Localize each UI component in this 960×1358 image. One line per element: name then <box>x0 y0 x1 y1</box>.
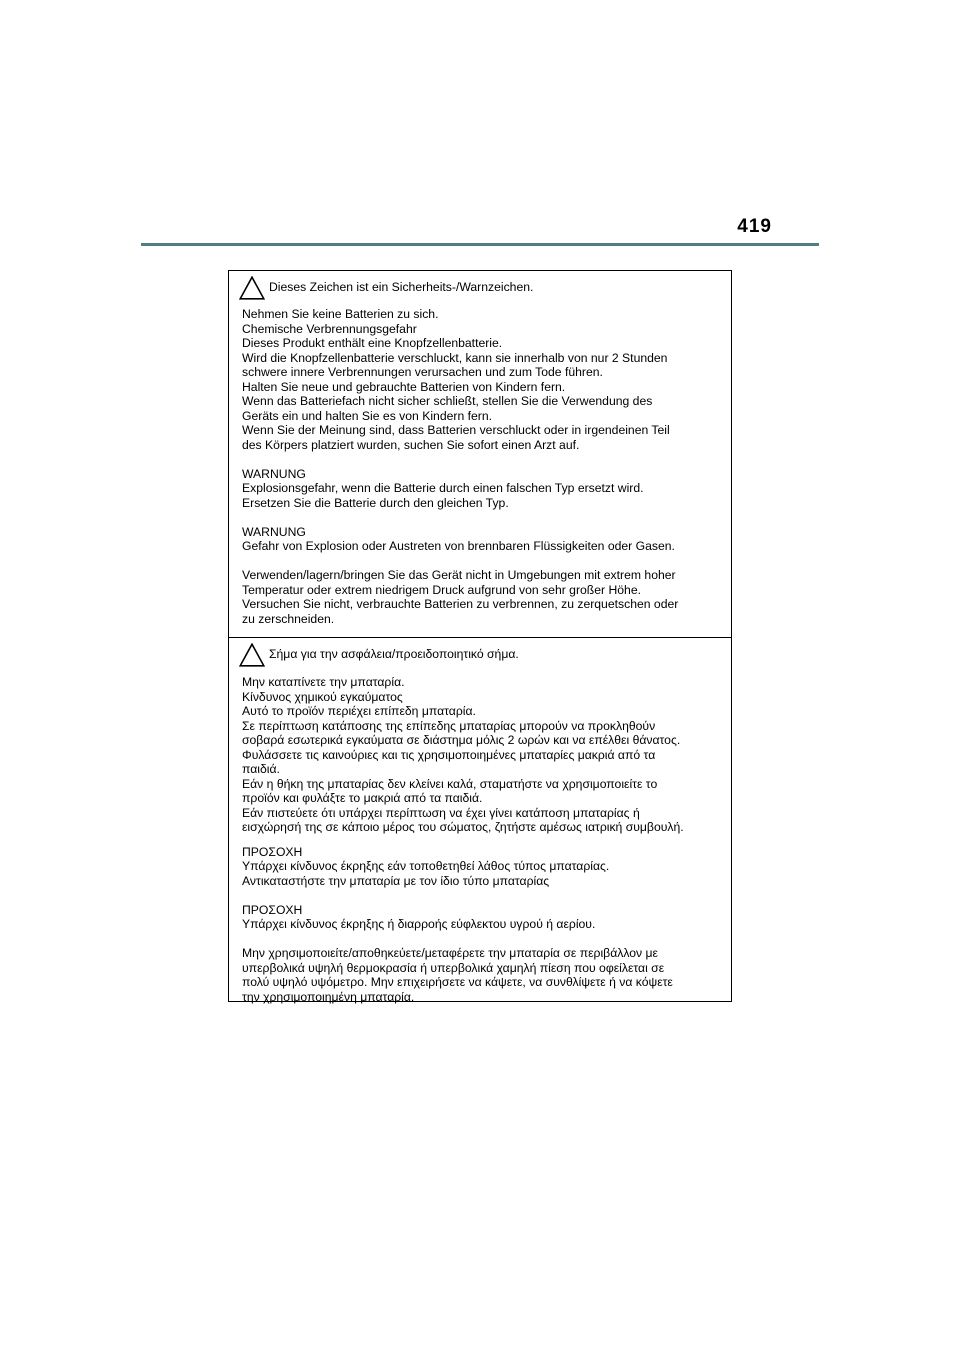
text-line: Dieses Produkt enthält eine Knopfzellenbatterie. <box>242 336 503 350</box>
paragraph-gap <box>242 835 725 845</box>
text-line: εισχώρησή της σε κάποιο μέρος του σώματος, ζητήστε αμέσως ιατρική συμβουλή. <box>242 820 684 834</box>
text-line: την χρησιμοποιημένη μπαταρία. <box>242 989 415 1004</box>
text-line: Αυτό το προϊόν περιέχει επίπεδη μπαταρία. <box>242 704 476 718</box>
text-line: zu zerschneiden. <box>242 611 335 626</box>
text-line: Chemische Verbrennungsgefahr <box>242 321 417 336</box>
text-line: προϊόν και φυλάξτε το μακριά από τα παιδιά. <box>242 791 483 805</box>
text-line: Μην χρησιμοποιείτε/αποθηκεύετε/μεταφέρετε την μπαταρία σε περιβάλλον με <box>242 946 658 960</box>
text-line: Geräts ein und halten Sie es von Kindern fern. <box>242 408 492 423</box>
text-line: σοβαρά εσωτερικά εγκαύματα σε διάστημα μόλις 2 ωρών και να επέλθει θάνατος. <box>242 733 681 747</box>
paragraph-gap <box>242 554 725 569</box>
text-line: Κίνδυνος χημικού εγκαύματος <box>242 689 403 704</box>
text-line: Gefahr von Explosion oder Austreten von brennbaren Flüssigkeiten oder Gasen. <box>242 539 675 553</box>
text-line: Halten Sie neue und gebrauchte Batterien von Kindern fern. <box>242 379 566 394</box>
section-title: Σήμα για την ασφάλεια/προειδοποιητικό σήμα. <box>269 647 519 661</box>
text-line: Wenn das Batteriefach nicht sicher schließt, stellen Sie die Verwendung des <box>242 394 653 408</box>
text-line: Αντικαταστήστε την μπαταρία με τον ίδιο τύπο μπαταρίας <box>242 873 550 888</box>
paragraph-gap <box>242 452 725 467</box>
header-rule <box>141 243 819 246</box>
paragraph <box>242 525 725 554</box>
page-number: 419 <box>737 216 772 237</box>
section-title: Dieses Zeichen ist ein Sicherheits-/Warnzeichen. <box>269 280 534 294</box>
paragraph <box>242 307 725 452</box>
section-body <box>242 307 725 626</box>
text-line: WARNUNG <box>242 466 306 481</box>
section-title-row <box>239 276 721 300</box>
text-line: ΠΡΟΣΟΧΗ <box>242 844 303 859</box>
text-line: Wenn Sie der Meinung sind, dass Batterien verschluckt oder in irgendeinen Teil <box>242 423 670 437</box>
text-line: schwere innere Verbrennungen verursachen und zum Tode führen. <box>242 365 603 379</box>
text-line: Ersetzen Sie die Batterie durch den gleichen Typ. <box>242 495 509 510</box>
text-line: πολύ υψηλό υψόμετρο. Μην επιχειρήσετε να κάψετε, να συνθλίψετε ή να κόψετε <box>242 975 673 989</box>
text-line: παιδιά. <box>242 762 280 776</box>
paragraph <box>242 675 725 835</box>
text-line: Temperatur oder extrem niedrigem Druck aufgrund von sehr großer Höhe. <box>242 582 641 597</box>
paragraph-gap <box>242 510 725 525</box>
text-line: Υπάρχει κίνδυνος έκρηξης εάν τοποθετηθεί λάθος τύπος μπαταρίας. <box>242 859 610 873</box>
warning-triangle-icon <box>239 276 265 300</box>
text-line: Wird die Knopfzellenbatterie verschluckt, kann sie innerhalb von nur 2 Stunden <box>242 350 668 365</box>
section-body <box>242 675 725 1004</box>
text-line: Verwenden/lagern/bringen Sie das Gerät nicht in Umgebungen mit extrem hoher <box>242 568 676 582</box>
text-line: Εάν πιστεύετε ότι υπάρχει περίπτωση να έχει γίνει κατάποση μπαταρίας ή <box>242 805 640 820</box>
text-line: WARNUNG <box>242 524 306 539</box>
paragraph <box>242 845 725 889</box>
section-title-row <box>239 643 721 667</box>
paragraph <box>242 903 725 932</box>
paragraph <box>242 467 725 511</box>
text-line: des Körpers platziert wurden, suchen Sie sofort einen Arzt auf. <box>242 437 580 452</box>
text-line: Nehmen Sie keine Batterien zu sich. <box>242 307 439 321</box>
text-line: Φυλάσσετε τις καινούριες και τις χρησιμοποιημένες μπαταρίες μακριά από τα <box>242 747 656 762</box>
text-line: Εάν η θήκη της μπαταρίας δεν κλείνει καλά, σταματήστε να χρησιμοποιείτε το <box>242 776 658 791</box>
text-line: Μην καταπίνετε την μπαταρία. <box>242 675 405 689</box>
paragraph <box>242 946 725 1004</box>
text-line: Versuchen Sie nicht, verbrauchte Batterien zu verbrennen, zu zerquetschen oder <box>242 597 679 611</box>
text-line: Explosionsgefahr, wenn die Batterie durch einen falschen Typ ersetzt wird. <box>242 481 644 495</box>
paragraph <box>242 568 725 626</box>
paragraph-gap <box>242 888 725 903</box>
text-line: Υπάρχει κίνδυνος έκρηξης ή διαρροής εύφλεκτου υγρού ή αερίου. <box>242 917 596 931</box>
warning-triangle-icon <box>239 643 265 667</box>
warning-box <box>228 270 732 1002</box>
text-line: ΠΡΟΣΟΧΗ <box>242 902 303 917</box>
text-line: Σε περίπτωση κατάποσης της επίπεδης μπαταρίας μπορούν να προκληθούν <box>242 718 656 733</box>
section-german <box>229 271 731 637</box>
section-greek <box>229 637 731 1004</box>
text-line: υπερβολικά υψηλή θερμοκρασία ή υπερβολικά χαμηλή πίεση που οφείλεται σε <box>242 960 665 975</box>
paragraph-gap <box>242 932 725 947</box>
